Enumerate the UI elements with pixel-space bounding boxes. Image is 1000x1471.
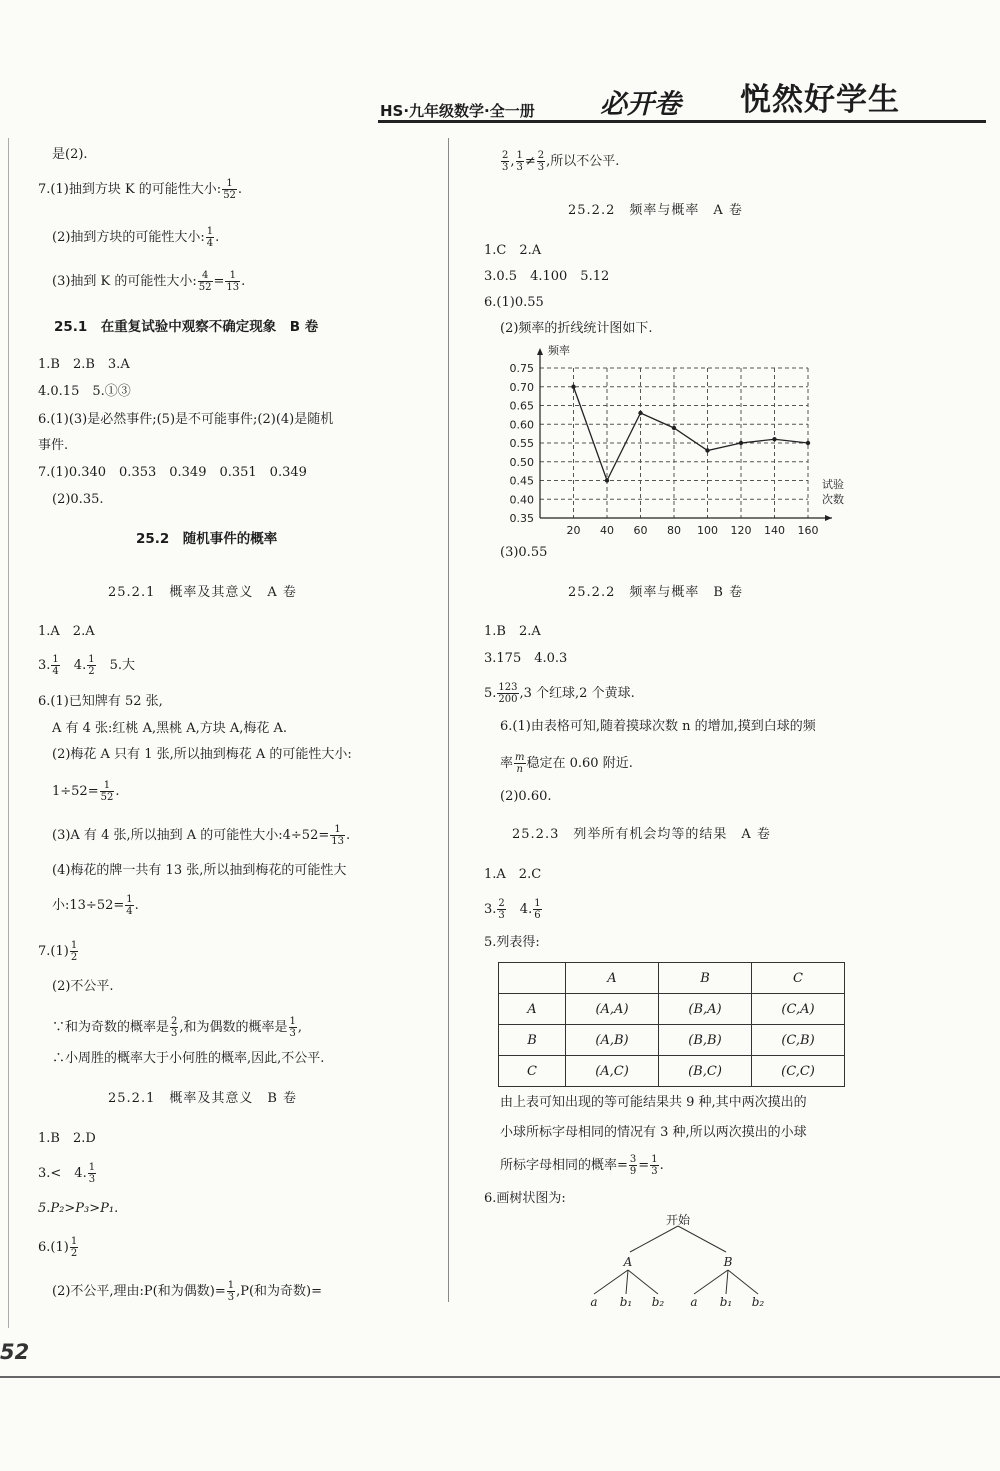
answer-line: 1÷52= $\frac{1}{52}$ . (52, 780, 120, 803)
x-tick-label: 120 (730, 524, 752, 537)
answer-line: 3.175 4.0.3 (484, 651, 568, 666)
answer-line: 7.(1)0.340 0.353 0.349 0.351 0.349 (38, 465, 307, 480)
answer-line: 1.C 2.A (484, 243, 542, 258)
answer-line: 小球所标字母相同的情况有 3 种,所以两次摸出的小球 (500, 1125, 807, 1140)
page-edge-line (8, 138, 9, 1328)
table-cell: (A,A) (566, 994, 659, 1025)
outcome-table (498, 962, 845, 1087)
x-axis-label: 试验 (822, 478, 844, 491)
tree-leaf-label: a (590, 1295, 598, 1309)
y-tick-label: 0.60 (509, 418, 534, 432)
y-tick-label: 0.40 (509, 493, 534, 507)
answer-line: 7.(1) $\frac{1}{2}$ (38, 940, 78, 963)
table-cell: (B,C) (659, 1056, 752, 1087)
answer-line: 6.(1)(3)是必然事件;(5)是不可能事件;(2)(4)是随机 (38, 412, 334, 427)
data-point (605, 478, 609, 482)
x-tick-label: 60 (633, 524, 648, 537)
x-axis-label: 次数 (822, 493, 844, 506)
table-row (499, 1056, 845, 1087)
tree-leaf-label: a (690, 1295, 698, 1309)
answer-line: 6.(1) $\frac{1}{2}$ (38, 1236, 78, 1259)
answer-line: 5.P₂>P₃>P₁. (38, 1201, 119, 1216)
x-axis-arrow (825, 515, 832, 521)
answer-line: 4.0.15 5.①③ (38, 384, 131, 399)
answer-line: 5. $\frac{123}{200}$ ,3 个红球,2 个黄球. (484, 682, 635, 705)
y-tick-label: 0.35 (509, 512, 534, 525)
section-heading: 25.1 在重复试验中观察不确定现象 B 卷 (54, 319, 319, 335)
answer-line: ∵和为奇数的概率是 $\frac{2}{3}$ ,和为偶数的概率是 $\frac{1}{3}$ , (52, 1016, 303, 1039)
answer-line: 6.(1)0.55 (484, 295, 544, 310)
answer-line: 3. $\frac{1}{4}$ 4. $\frac{1}{2}$ 5.大 (38, 654, 135, 677)
y-tick-label: 0.45 (509, 474, 534, 488)
answer-line: 6.画树状图为: (484, 1191, 566, 1206)
y-tick-label: 0.55 (509, 437, 534, 450)
tree-node-label: A (623, 1255, 633, 1269)
footer-rule (0, 1376, 1000, 1378)
table-cell: A (499, 994, 566, 1025)
brand-logo-text: 必开卷 (600, 89, 681, 120)
data-point (672, 426, 676, 430)
answer-line: 6.(1)由表格可知,随着摸球次数 n 的增加,摸到白球的频 (500, 719, 816, 734)
answer-line: 1.B 2.D (38, 1131, 96, 1146)
table-cell: (A,B) (566, 1025, 659, 1056)
tree-root-label: 开始 (665, 1213, 691, 1227)
y-tick-label: 0.65 (509, 399, 534, 413)
x-tick-label: 40 (600, 524, 614, 537)
column-divider (448, 138, 449, 1302)
tree-leaf-label: b₁ (619, 1295, 633, 1309)
data-point (739, 441, 743, 445)
data-point (772, 437, 776, 441)
y-axis-label: 频率 (548, 344, 570, 357)
table-header-row (499, 963, 845, 994)
answer-line: (2)梅花 A 只有 1 张,所以抽到梅花 A 的可能性大小: (52, 747, 352, 762)
answer-line: 3.0.5 4.100 5.12 (484, 269, 610, 284)
answer-line: (3)A 有 4 张,所以抽到 A 的可能性大小:4÷52= $\frac{1}{13}$ . (52, 824, 351, 847)
series-line (574, 387, 809, 481)
x-tick-label: 20 (566, 524, 581, 537)
table-row (499, 1025, 845, 1056)
answer-line: $\frac{2}{3}$ , $\frac{1}{3}$ ≠ $\frac{2}{3}$ ,所以不公平. (502, 150, 620, 173)
answer-line: 5.列表得: (484, 935, 540, 950)
table-cell: (B,A) (659, 994, 752, 1025)
answer-line: 1.A 2.A (38, 624, 95, 639)
subsection-heading: 25.2.1 概率及其意义 B 卷 (108, 1091, 298, 1106)
tree-leaf-label: b₂ (651, 1295, 665, 1309)
tree-node-label: B (723, 1255, 733, 1269)
answer-line: 3.< 4. $\frac{1}{3}$ (38, 1162, 96, 1185)
subsection-heading: 25.2.1 概率及其意义 A 卷 (108, 585, 297, 600)
answer-line: 率 $\frac{m}{n}$ 稳定在 0.60 附近. (500, 752, 633, 775)
y-tick-label: 0.50 (509, 455, 534, 469)
table-cell: (C,C) (752, 1056, 845, 1087)
table-header-cell: B (659, 963, 752, 994)
page-number: 52 (0, 1340, 30, 1364)
tree-leaf-label: b₂ (751, 1295, 765, 1309)
answer-line: (2)频率的折线统计图如下. (500, 321, 653, 336)
y-tick-label: 0.75 (509, 362, 534, 375)
table-header-cell: C (752, 963, 845, 994)
y-axis-arrow (537, 348, 543, 355)
table-row (499, 994, 845, 1025)
answer-line: (3)抽到 K 的可能性大小: $\frac{4}{52}$ = $\frac{1}{13}$ . (52, 270, 246, 293)
data-point (806, 441, 810, 445)
answer-line: (4)梅花的牌一共有 13 张,所以抽到梅花的可能性大 (52, 863, 347, 878)
subsection-heading: 25.2.2 频率与概率 A 卷 (568, 203, 743, 218)
answer-line: 6.(1)已知牌有 52 张, (38, 694, 163, 709)
frequency-line-chart (496, 342, 856, 547)
x-tick-label: 80 (667, 524, 681, 537)
answer-line: (2)不公平,理由:P(和为偶数)= $\frac{1}{3}$ ,P(和为奇数)= (52, 1280, 323, 1303)
answer-line: (3)0.55 (500, 545, 548, 560)
brand-logo: 悦然好学生 (740, 82, 900, 118)
header-rule (378, 120, 986, 123)
data-point (638, 411, 642, 415)
answer-line: ∴小周胜的概率大于小何胜的概率,因此,不公平. (52, 1051, 325, 1066)
table-cell: (C,B) (752, 1025, 845, 1056)
answer-line: 1.B 2.A (484, 624, 541, 639)
answer-line: 1.A 2.C (484, 867, 542, 882)
answer-line: (2)0.60. (500, 789, 552, 804)
answer-line: 1.B 2.B 3.A (38, 357, 130, 372)
x-tick-label: 160 (797, 524, 819, 537)
answer-line: A 有 4 张:红桃 A,黑桃 A,方块 A,梅花 A. (52, 721, 288, 736)
answer-line: 所标字母相同的概率= $\frac{3}{9}$ = $\frac{1}{3}$ . (500, 1154, 664, 1177)
tree-diagram (570, 1212, 790, 1310)
table-cell: (B,B) (659, 1025, 752, 1056)
answer-line: 是(2). (52, 147, 88, 162)
answer-line: (2)抽到方块的可能性大小: $\frac{1}{4}$ . (52, 226, 220, 249)
answer-line: (2)0.35. (52, 492, 104, 507)
subsection-heading: 25.2.3 列举所有机会均等的结果 A 卷 (512, 827, 771, 842)
section-heading: 25.2 随机事件的概率 (136, 531, 278, 547)
table-header-cell: A (566, 963, 659, 994)
answer-line: 由上表可知出现的等可能结果共 9 种,其中两次摸出的 (500, 1095, 807, 1110)
answer-line: 3. $\frac{2}{3}$ 4. $\frac{1}{6}$ (484, 898, 541, 921)
header-title: HS·九年级数学·全一册 (380, 102, 535, 120)
x-tick-label: 100 (697, 524, 718, 537)
table-header-cell (499, 963, 566, 994)
table-cell: (A,C) (566, 1056, 659, 1087)
table-cell: (C,A) (752, 994, 845, 1025)
answer-line: 事件. (38, 438, 69, 453)
subsection-heading: 25.2.2 频率与概率 B 卷 (568, 585, 744, 600)
tree-leaf-label: b₁ (719, 1295, 733, 1309)
data-point (705, 448, 709, 452)
data-point (571, 385, 575, 389)
answer-line: 7.(1)抽到方块 K 的可能性大小: $\frac{1}{52}$ . (38, 178, 243, 201)
table-cell: B (499, 1025, 566, 1056)
x-tick-label: 140 (764, 524, 785, 537)
answer-line: 小:13÷52= $\frac{1}{4}$ . (52, 894, 139, 917)
answer-line: (2)不公平. (52, 979, 114, 994)
table-cell: C (499, 1056, 566, 1087)
y-tick-label: 0.70 (509, 380, 534, 394)
